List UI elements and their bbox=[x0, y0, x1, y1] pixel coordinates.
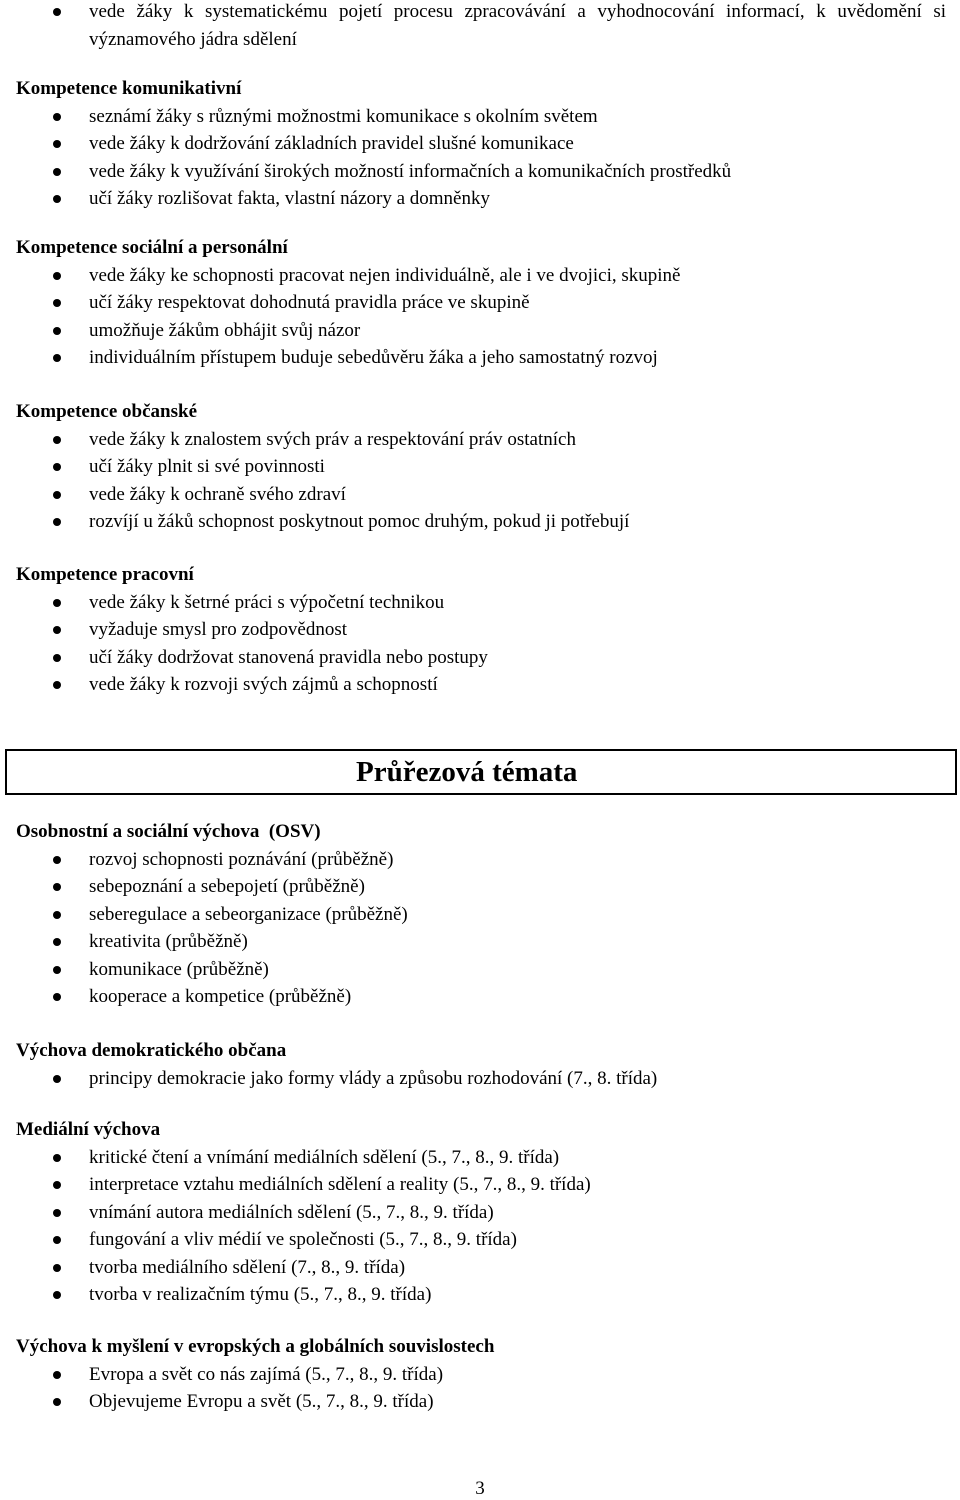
list-item bbox=[0, 616, 960, 644]
list-item-text: principy demokracie jako formy vlády a způsobu rozhodování (7., 8. třída) bbox=[89, 1067, 658, 1089]
section-heading: Kompetence komunikativní bbox=[16, 78, 242, 99]
bullet-icon bbox=[53, 654, 61, 662]
list-item-text: umožňuje žákům obhájit svůj názor bbox=[89, 319, 361, 341]
bullet-icon bbox=[53, 1398, 61, 1406]
bullet-icon bbox=[53, 1154, 61, 1162]
list-item-text: vede žáky ke schopnosti pracovat nejen individuálně, ale i ve dvojici, skupině bbox=[89, 264, 681, 286]
bullet-icon bbox=[53, 966, 61, 974]
list-item-text: kritické čtení a vnímání mediálních sdělení (5., 7., 8., 9. třída) bbox=[89, 1146, 560, 1168]
section-list bbox=[0, 589, 960, 699]
list-item bbox=[0, 1226, 960, 1254]
section-heading: Kompetence sociální a personální bbox=[16, 237, 288, 258]
list-item bbox=[0, 1171, 960, 1199]
list-item bbox=[0, 983, 960, 1011]
list-item bbox=[0, 671, 960, 699]
list-item bbox=[0, 644, 960, 672]
list-item bbox=[0, 1254, 960, 1282]
list-item-text: Objevujeme Evropu a svět (5., 7., 8., 9. třída) bbox=[89, 1391, 434, 1412]
bullet-icon bbox=[53, 1371, 61, 1379]
bullet-icon bbox=[53, 140, 61, 148]
list-item bbox=[0, 1361, 960, 1389]
bullet-icon bbox=[53, 8, 61, 16]
bullet-icon bbox=[53, 299, 61, 307]
list-item bbox=[0, 928, 960, 956]
list-item bbox=[0, 1199, 960, 1227]
list-item bbox=[0, 262, 960, 290]
list-item bbox=[0, 185, 960, 213]
list-item bbox=[0, 1065, 960, 1093]
list-item-text: seberegulace a sebeorganizace (průběžně) bbox=[89, 903, 408, 925]
bullet-icon bbox=[53, 1236, 61, 1244]
section-list bbox=[0, 1065, 960, 1093]
list-item-text: Evropa a svět co nás zajímá (5., 7., 8., 9. třída) bbox=[89, 1363, 444, 1385]
list-item-text: vede žáky k rozvoji svých zájmů a schopností bbox=[89, 674, 438, 695]
list-item bbox=[0, 158, 960, 186]
list-item-text: kreativita (průběžně) bbox=[89, 931, 248, 952]
section-heading: Osobnostní a sociální výchova (OSV) bbox=[16, 821, 321, 842]
list-item-text: vnímání autora mediálních sdělení (5., 7., 8., 9. třída) bbox=[89, 1201, 494, 1223]
list-item-text: učí žáky dodržovat stanovená pravidla nebo postupy bbox=[89, 646, 488, 668]
bullet-icon bbox=[53, 626, 61, 634]
bullet-icon bbox=[53, 681, 61, 689]
list-item bbox=[0, 103, 960, 131]
list-item-text: vyžaduje smysl pro zodpovědnost bbox=[89, 619, 348, 640]
section-heading: Výchova demokratického občana bbox=[16, 1040, 287, 1061]
bullet-icon bbox=[53, 113, 61, 121]
bullet-icon bbox=[53, 993, 61, 1001]
list-item-text: učí žáky plnit si své povinnosti bbox=[89, 456, 325, 477]
bullet-icon bbox=[53, 436, 61, 444]
list-item-text: seznámí žáky s různými možnostmi komunikace s okolním světem bbox=[89, 105, 598, 127]
list-item-text: vede žáky k systematickému pojetí procesu zpracovávání a vyhodnocování informací, k uvědomění si významového jádra sdělení bbox=[89, 1, 946, 50]
bullet-icon bbox=[53, 1075, 61, 1083]
bullet-icon bbox=[53, 463, 61, 471]
section-pracovni bbox=[0, 561, 960, 699]
list-item bbox=[0, 344, 960, 372]
section-komunikativni bbox=[0, 75, 960, 213]
list-item-text: komunikace (průběžně) bbox=[89, 958, 269, 980]
list-item bbox=[0, 453, 960, 481]
section-heading: Mediální výchova bbox=[16, 1119, 161, 1140]
list-item bbox=[0, 901, 960, 929]
list-item bbox=[0, 426, 960, 454]
list-item-text: vede žáky k znalostem svých práv a respektování práv ostatních bbox=[89, 428, 576, 450]
bullet-icon bbox=[53, 195, 61, 203]
list-item-text: rozvoj schopnosti poznávání (průběžně) bbox=[89, 848, 394, 870]
list-item-text: rozvíjí u žáků schopnost poskytnout pomoc druhým, pokud ji potřebují bbox=[89, 511, 630, 532]
list-item bbox=[0, 0, 960, 53]
section-socialni-personalni bbox=[0, 234, 960, 372]
bullet-icon bbox=[53, 1291, 61, 1299]
section-heading: Kompetence pracovní bbox=[16, 564, 194, 585]
list-item bbox=[0, 1144, 960, 1172]
list-item-text: vede žáky k využívání širokých možností informačních a komunikačních prostředků bbox=[89, 160, 732, 182]
section-evropske-souvislosti bbox=[0, 1333, 960, 1416]
section-obcanske bbox=[0, 398, 960, 536]
section-list bbox=[0, 426, 960, 536]
list-item bbox=[0, 317, 960, 345]
list-item-text: interpretace vztahu mediálních sdělení a reality (5., 7., 8., 9. třída) bbox=[89, 1174, 591, 1195]
bullet-icon bbox=[53, 883, 61, 891]
list-item bbox=[0, 956, 960, 984]
bullet-icon bbox=[53, 938, 61, 946]
list-item bbox=[0, 873, 960, 901]
section-osv bbox=[0, 818, 960, 1011]
list-item bbox=[0, 589, 960, 617]
list-item-text: fungování a vliv médií ve společnosti (5., 7., 8., 9. třída) bbox=[89, 1229, 517, 1250]
bullet-icon bbox=[53, 599, 61, 607]
list-item bbox=[0, 508, 960, 536]
section-list bbox=[0, 846, 960, 1011]
bullet-icon bbox=[53, 354, 61, 362]
section-list bbox=[0, 1361, 960, 1416]
list-item bbox=[0, 289, 960, 317]
list-item-text: kooperace a kompetice (průběžně) bbox=[89, 986, 352, 1007]
bullet-icon bbox=[53, 491, 61, 499]
list-item-text: individuálním přístupem buduje sebedůvěru žáka a jeho samostatný rozvoj bbox=[89, 347, 658, 368]
list-item-text: učí žáky rozlišovat fakta, vlastní názory a domněnky bbox=[89, 188, 490, 209]
section-heading: Kompetence občanské bbox=[16, 401, 198, 422]
section-demokraticky-obcan bbox=[0, 1037, 960, 1092]
list-item-text: vede žáky k dodržování základních pravidel slušné komunikace bbox=[89, 133, 574, 154]
bullet-icon bbox=[53, 1181, 61, 1189]
list-item bbox=[0, 1388, 960, 1416]
section-list bbox=[0, 262, 960, 372]
list-item bbox=[0, 1281, 960, 1309]
list-item-text: tvorba v realizačním týmu (5., 7., 8., 9. třída) bbox=[89, 1284, 432, 1305]
bullet-icon bbox=[53, 1209, 61, 1217]
section-list bbox=[0, 1144, 960, 1309]
bullet-icon bbox=[53, 1264, 61, 1272]
bullet-icon bbox=[53, 911, 61, 919]
intro-list bbox=[0, 0, 960, 53]
section-heading: Výchova k myšlení v evropských a globálních souvislostech bbox=[16, 1336, 495, 1357]
section-title: Průřezová témata bbox=[356, 756, 578, 788]
list-item bbox=[0, 846, 960, 874]
list-item-text: tvorba mediálního sdělení (7., 8., 9. třída) bbox=[89, 1256, 406, 1278]
page-number: 3 bbox=[475, 1478, 485, 1499]
list-item-text: sebepoznání a sebepojetí (průběžně) bbox=[89, 876, 365, 897]
bullet-icon bbox=[53, 168, 61, 176]
list-item-text: vede žáky k šetrné práci s výpočetní technikou bbox=[89, 591, 445, 613]
list-item bbox=[0, 481, 960, 509]
list-item bbox=[0, 130, 960, 158]
section-list bbox=[0, 103, 960, 213]
list-item-text: vede žáky k ochraně svého zdraví bbox=[89, 483, 346, 505]
bullet-icon bbox=[53, 327, 61, 335]
bullet-icon bbox=[53, 272, 61, 280]
section-medialni-vychova bbox=[0, 1116, 960, 1309]
bullet-icon bbox=[53, 518, 61, 526]
bullet-icon bbox=[53, 856, 61, 864]
list-item-text: učí žáky respektovat dohodnutá pravidla práce ve skupině bbox=[89, 292, 530, 313]
